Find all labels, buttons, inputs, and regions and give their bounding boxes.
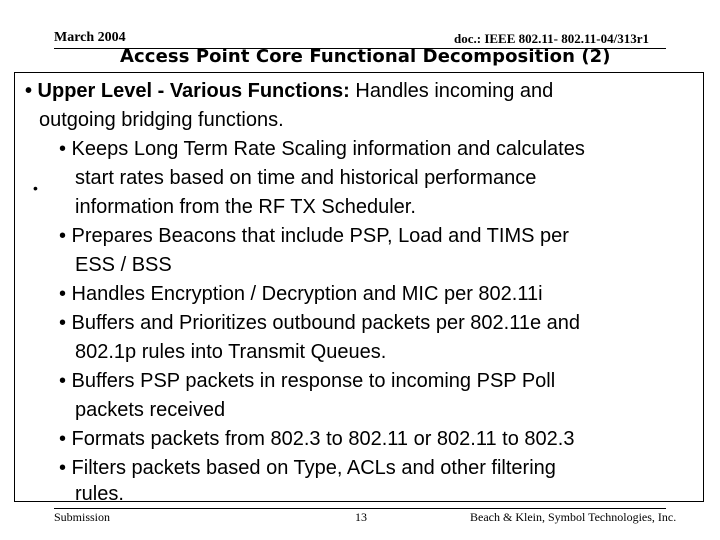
list-item: • Buffers PSP packets in response to incoming PSP Poll <box>59 370 556 392</box>
list-item: • Handles Encryption / Decryption and MIC per 802.11i <box>59 283 543 305</box>
lead-label: • Upper Level - Various Functions: <box>25 80 350 102</box>
list-item: • Filters packets based on Type, ACLs and other filtering <box>59 457 556 479</box>
slide-title: Access Point Core Functional Decomposition (2) <box>120 46 611 67</box>
list-item: • Keeps Long Term Rate Scaling information and calculates <box>59 138 585 160</box>
list-item-cont: information from the RF TX Scheduler. <box>75 196 416 218</box>
list-item: • Buffers and Prioritizes outbound packets per 802.11e and <box>59 312 581 334</box>
footer-rule <box>54 508 666 509</box>
list-item-cont: start rates based on time and historical performance <box>75 167 537 189</box>
footer-left: Submission <box>54 510 111 524</box>
list-item: • Formats packets from 802.3 to 802.11 or 802.11 to 802.3 <box>59 428 575 450</box>
bullet-glyph: • <box>33 180 38 196</box>
lead-line-cont: outgoing bridging functions. <box>39 109 284 131</box>
list-item-cont: 802.1p rules into Transmit Queues. <box>75 341 387 363</box>
list-item-cont: packets received <box>75 399 226 421</box>
list-item: • Prepares Beacons that include PSP, Load and TIMS per <box>59 225 569 247</box>
header-date: March 2004 <box>54 30 126 45</box>
footer-right: Beach & Klein, Symbol Technologies, Inc. <box>470 510 677 524</box>
content-box <box>14 72 704 505</box>
page-number: 13 <box>355 510 367 524</box>
lead-text: Handles incoming and <box>349 80 554 102</box>
lead-line <box>25 79 553 103</box>
list-item-cont: ESS / BSS <box>75 254 172 276</box>
list-item-cont: rules. <box>75 483 124 505</box>
header-doc-id: doc.: IEEE 802.11- 802.11-04/313r1 <box>454 31 650 46</box>
